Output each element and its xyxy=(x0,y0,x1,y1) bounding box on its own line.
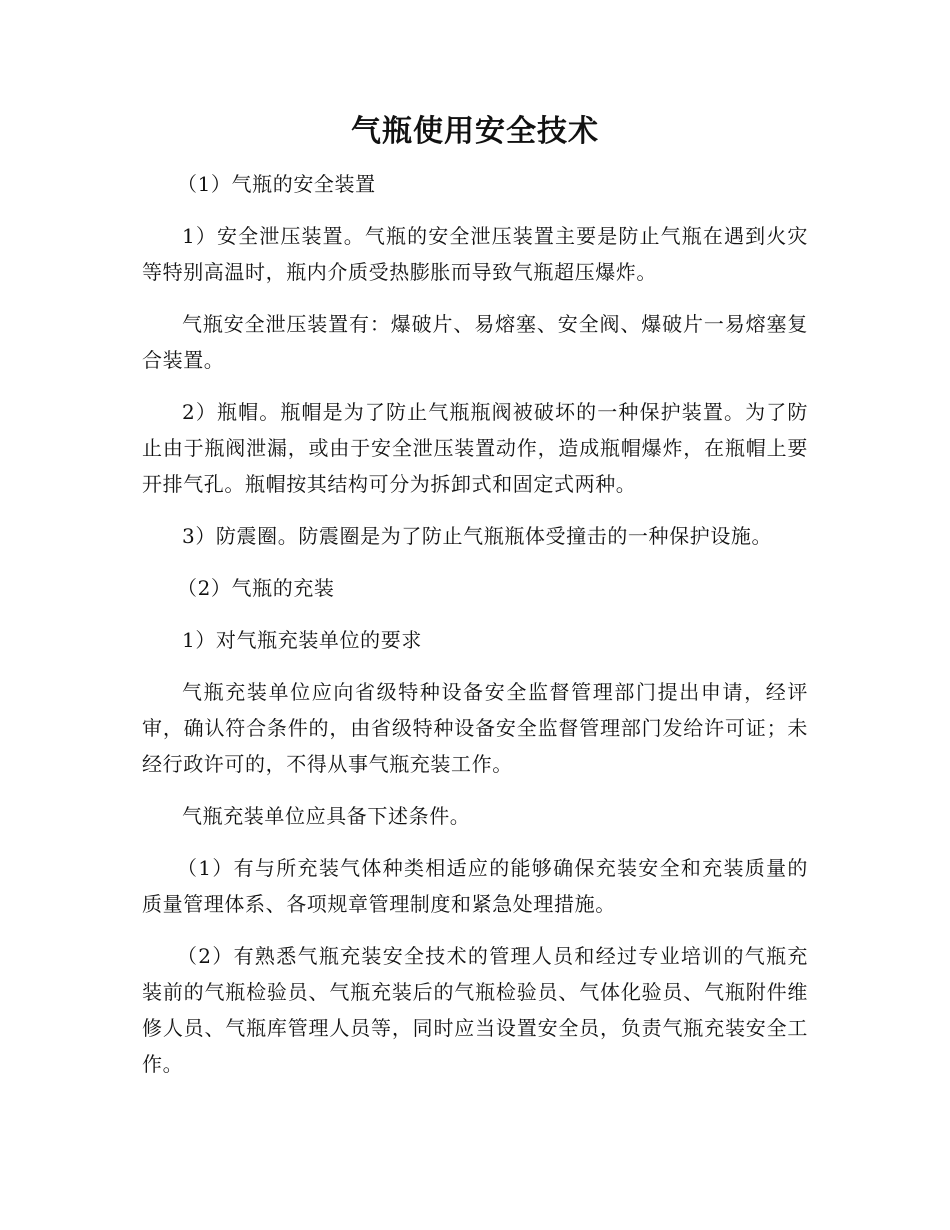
paragraph: 气瓶充装单位应具备下述条件。 xyxy=(182,804,471,828)
document-title: 气瓶使用安全技术 xyxy=(351,114,599,149)
paragraph: 1）安全泄压装置。气瓶的安全泄压装置主要是防止气瓶在遇到火灾等特别高温时，瓶内介质受热膨胀而导致气瓶超压爆炸。 xyxy=(142,224,808,284)
section-heading: （1）气瓶的安全装置 xyxy=(177,172,376,196)
section-heading: （2）气瓶的充装 xyxy=(177,576,335,600)
list-item: （2）有熟悉气瓶充装安全技术的管理人员和经过专业培训的气瓶充装前的气瓶检验员、气瓶充装后的气瓶检验员、气体化验员、气瓶附件维修人员、气瓶库管理人员等，同时应当设置安全员，负责气瓶充装安全工作。 xyxy=(142,944,808,1076)
document-body xyxy=(142,166,808,1082)
subsection-heading: 1）对气瓶充装单位的要求 xyxy=(182,628,422,652)
paragraph: 气瓶安全泄压装置有：爆破片、易熔塞、安全阀、爆破片一易熔塞复合装置。 xyxy=(142,312,808,372)
paragraph: 气瓶充装单位应向省级特种设备安全监督管理部门提出申请，经评审，确认符合条件的，由省级特种设备安全监督管理部门发给许可证；未经行政许可的，不得从事气瓶充装工作。 xyxy=(142,680,808,776)
paragraph: 2）瓶帽。瓶帽是为了防止气瓶瓶阀被破坏的一种保护装置。为了防止由于瓶阀泄漏，或由于安全泄压装置动作，造成瓶帽爆炸，在瓶帽上要开排气孔。瓶帽按其结构可分为拆卸式和固定式两种。 xyxy=(142,400,808,496)
list-item: （1）有与所充装气体种类相适应的能够确保充装安全和充装质量的质量管理体系、各项规章管理制度和紧急处理措施。 xyxy=(142,856,808,916)
paragraph: 3）防震圈。防震圈是为了防止气瓶瓶体受撞击的一种保护设施。 xyxy=(182,524,773,548)
